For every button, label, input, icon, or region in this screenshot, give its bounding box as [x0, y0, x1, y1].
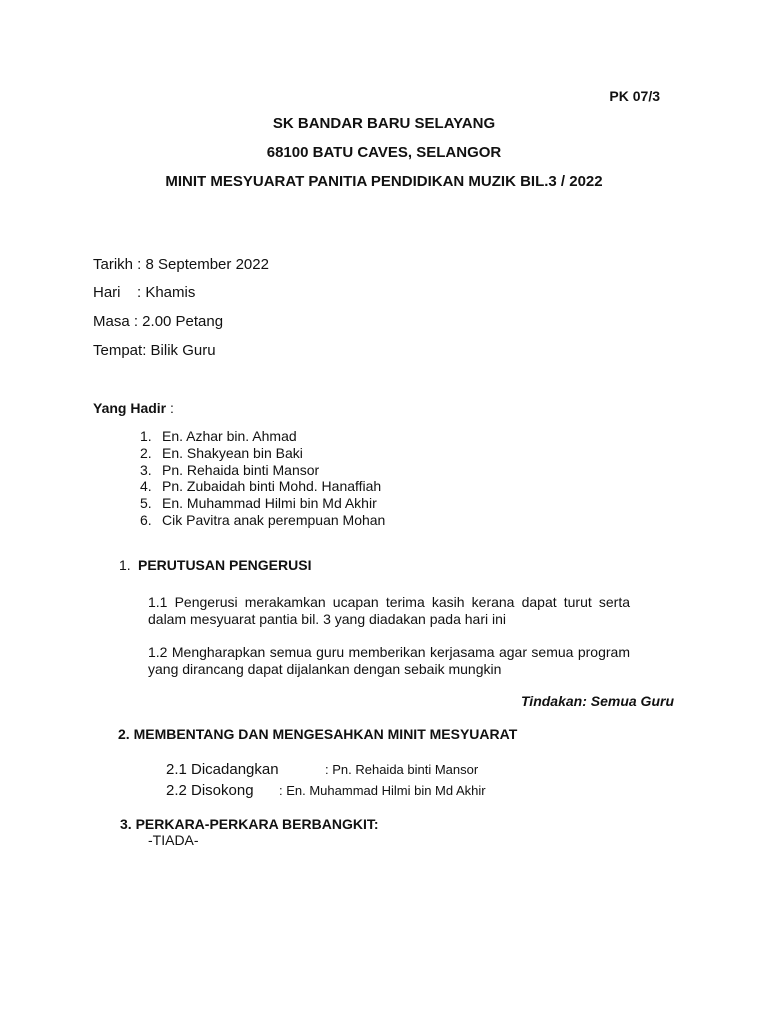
section-1-number: 1.: [119, 557, 131, 573]
attendee-item: [140, 495, 385, 512]
section-2-item-2: [166, 782, 486, 800]
proposer-name: : Pn. Rehaida binti Mansor: [325, 762, 479, 777]
reference-code: PK 07/3: [609, 88, 660, 104]
attendee-name: Pn. Zubaidah binti Mohd. Hanaffiah: [162, 478, 382, 495]
attendee-list: [140, 428, 385, 529]
attendee-name: Pn. Rehaida binti Mansor: [162, 461, 320, 478]
proposer-label: 2.1 Dicadangkan: [166, 761, 279, 778]
school-name: SK BANDAR BARU SELAYANG: [272, 115, 496, 132]
attendee-number: 1.: [140, 428, 152, 444]
attendee-item: [140, 428, 385, 445]
seconder-name: : En. Muhammad Hilmi bin Md Akhir: [279, 783, 486, 798]
seconder-label: 2.2 Disokong: [166, 782, 254, 799]
attendance-heading-label: Yang Hadir: [93, 400, 167, 416]
section-3-heading: 3. PERKARA-PERKARA BERBANGKIT:: [120, 816, 379, 832]
attendance-heading: [93, 400, 174, 416]
attendee-name: En. Azhar bin. Ahmad: [162, 428, 297, 444]
section-1-item-2: 1.2 Mengharapkan semua guru memberikan kerjasama agar semua program yang dirancang dapat dijalankan dengan sebaik mungkin: [148, 644, 630, 677]
section-1-item-1: 1.1 Pengerusi merakamkan ucapan terima kasih kerana dapat turut serta dalam mesyuarat pantia bil. 3 yang diadakan pada hari ini: [148, 594, 630, 627]
attendee-item: [140, 462, 385, 479]
section-2-item-1: [166, 761, 478, 779]
section-1-action: Tindakan: Semua Guru: [521, 693, 674, 709]
attendee-number: 3.: [140, 461, 152, 478]
school-address: 68100 BATU CAVES, SELANGOR: [266, 144, 502, 161]
meeting-day-label: Hari: [93, 284, 121, 301]
attendee-number: 6.: [140, 511, 152, 528]
attendee-name: En. Muhammad Hilmi bin Md Akhir: [162, 495, 377, 512]
attendee-item: [140, 445, 385, 462]
attendee-item: [140, 478, 385, 495]
meeting-day: [93, 284, 195, 301]
attendee-item: [140, 512, 385, 529]
attendee-name: En. Shakyean bin Baki: [162, 444, 303, 461]
section-3-content: -TIADA-: [148, 832, 199, 848]
attendee-number: 5.: [140, 495, 152, 512]
section-1-heading: [119, 557, 311, 573]
section-2-heading: 2. MEMBENTANG DAN MENGESAHKAN MINIT MESYUARAT: [118, 726, 518, 742]
meeting-date: Tarikh : 8 September 2022: [93, 256, 269, 273]
section-1-title: PERUTUSAN PENGERUSI: [138, 557, 312, 573]
attendee-number: 4.: [140, 478, 152, 495]
document-title: MINIT MESYUARAT PANITIA PENDIDIKAN MUZIK BIL.3 / 2022: [165, 173, 603, 190]
meeting-time: Masa : 2.00 Petang: [93, 313, 224, 330]
attendee-name: Cik Pavitra anak perempuan Mohan: [162, 511, 386, 528]
attendance-heading-colon: :: [166, 400, 174, 416]
meeting-day-value: : Khamis: [137, 284, 196, 301]
meeting-venue: Tempat: Bilik Guru: [93, 342, 216, 359]
attendee-number: 2.: [140, 444, 152, 461]
